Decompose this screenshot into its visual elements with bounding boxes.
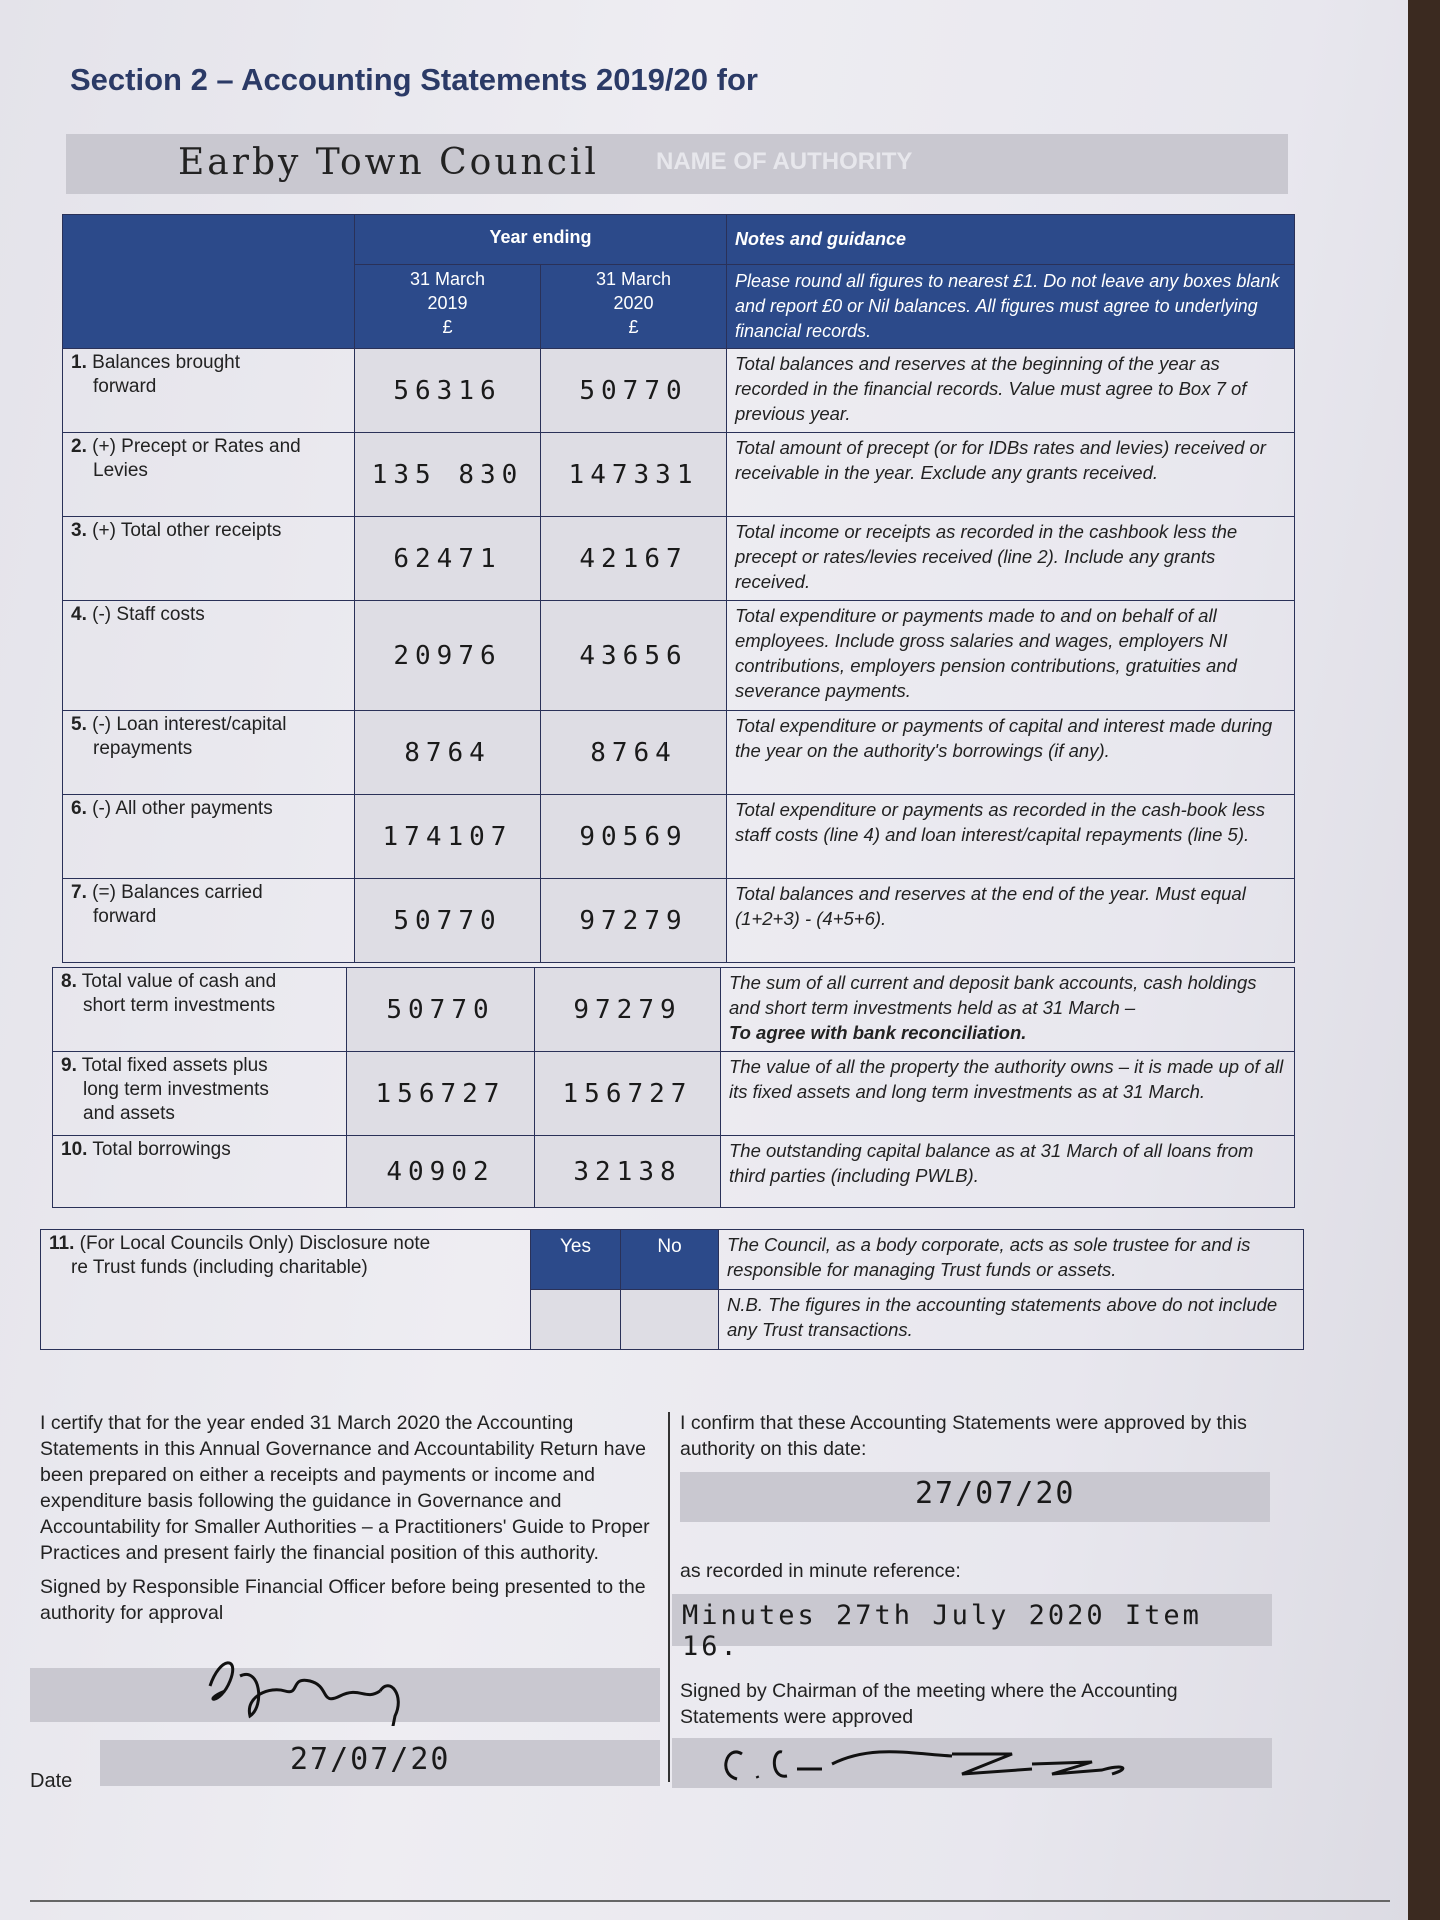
statement-row <box>63 601 1295 711</box>
row-label <box>63 879 355 963</box>
approval-date-field[interactable] <box>680 1472 1270 1522</box>
value-2019-text: 50770 <box>393 905 502 936</box>
row-note: Total expenditure or payments made to and on behalf of all employees. Include gross salaries and wages, employers NI contributions, employers pension contributions, gratuities and severance payments. <box>727 601 1295 711</box>
statement-row <box>53 1052 1295 1136</box>
value-2020-text: 156727 <box>562 1078 693 1109</box>
col-2020-line3: £ <box>628 317 639 337</box>
no-header: No <box>621 1230 719 1290</box>
rfo-signature <box>190 1646 440 1726</box>
rfo-date-field[interactable] <box>100 1740 660 1786</box>
trust-label-line1: (For Local Councils Only) Disclosure note <box>79 1233 431 1254</box>
trust-num: 11. <box>49 1233 75 1254</box>
rfo-certification <box>40 1410 660 1626</box>
notes-guidance-text: Please round all figures to nearest £1. Do not leave any boxes blank and report £0 or Nil balances. All figures must agree to underlying financial records. <box>727 265 1295 349</box>
value-2020[interactable] <box>535 1136 721 1208</box>
approval-confirmation <box>680 1410 1280 1462</box>
col-2019-line2: 2019 <box>427 293 468 313</box>
statement-row <box>63 879 1295 963</box>
value-2020-text: 42167 <box>579 543 688 574</box>
value-2019[interactable] <box>355 517 541 601</box>
value-2019-text: 174107 <box>382 821 513 852</box>
value-2020[interactable] <box>541 517 727 601</box>
row-number: 6. <box>71 798 87 819</box>
row-label-line1: (=) Balances carried <box>92 882 263 903</box>
year-ending-header: Year ending <box>355 215 727 265</box>
value-2020[interactable] <box>541 711 727 795</box>
row-note <box>721 968 1295 1052</box>
value-2019-text: 20976 <box>393 640 502 671</box>
authority-label: NAME OF AUTHORITY <box>656 148 913 175</box>
certify-text: I certify that for the year ended 31 March 2020 the Accounting Statements in this Annual Governance and Accountability Return have been prepared on either a receipts and payments or income and expenditure basis following the guidance in Governance and Accountability for Smaller Authorities – a Practitioners' Guide to Proper Practices and present fairly the financial position of this authority. <box>40 1412 650 1564</box>
row-label-line1: (+) Total other receipts <box>92 520 282 541</box>
value-2019[interactable] <box>347 1136 535 1208</box>
statement-row <box>63 795 1295 879</box>
col-2019-header <box>355 265 541 349</box>
row-note-bold: To agree with bank reconciliation. <box>729 1022 1027 1043</box>
row-label-line1: (-) All other payments <box>92 798 273 819</box>
col-2019-line1: 31 March <box>409 269 486 289</box>
row-number: 7. <box>71 882 87 903</box>
statement-row <box>63 517 1295 601</box>
no-checkbox[interactable] <box>621 1290 719 1350</box>
value-2019[interactable] <box>355 433 541 517</box>
row-label-line1: (+) Precept or Rates and <box>92 436 301 457</box>
row-number: 3. <box>71 520 87 541</box>
value-2019[interactable] <box>355 601 541 711</box>
accounting-statements-table <box>62 214 1295 963</box>
value-2020-text: 97279 <box>573 994 682 1025</box>
value-2019-text: 156727 <box>375 1078 506 1109</box>
value-2020-text: 8764 <box>590 737 677 768</box>
row-label-line1: Total borrowings <box>92 1139 231 1160</box>
row-label <box>63 795 355 879</box>
row-note: Total expenditure or payments as recorded in the cash-book less staff costs (line 4) and loan interest/capital repayments (line 5). <box>727 795 1295 879</box>
authority-name: Earby Town Council <box>178 142 599 183</box>
value-2019[interactable] <box>355 349 541 433</box>
value-2020[interactable] <box>541 433 727 517</box>
value-2019-text: 135 830 <box>371 459 524 490</box>
value-2020[interactable] <box>535 968 721 1052</box>
value-2019-text: 40902 <box>386 1156 495 1187</box>
col-2020-line1: 31 March <box>595 269 672 289</box>
value-2020-text: 97279 <box>579 905 688 936</box>
row-label-line1: (-) Staff costs <box>92 604 205 625</box>
row-number: 8. <box>61 971 77 992</box>
value-2020-text: 90569 <box>579 821 688 852</box>
value-2020-text: 50770 <box>579 375 688 406</box>
row-note-text: The outstanding capital balance as at 31 March of all loans from third parties (including PWLB). <box>729 1140 1254 1186</box>
row-label-line2: Levies <box>93 460 148 481</box>
value-2020-text: 43656 <box>579 640 688 671</box>
row-label-line2: long term investments <box>83 1079 269 1100</box>
rfo-signature-field[interactable] <box>30 1668 660 1722</box>
header-blank <box>63 215 355 349</box>
row-note: Total balances and reserves at the end of the year. Must equal (1+2+3) - (4+5+6). <box>727 879 1295 963</box>
minute-ref-field[interactable] <box>672 1594 1272 1662</box>
value-2019[interactable] <box>347 968 535 1052</box>
minute-ref-value: Minutes 27th July 2020 Item 16. <box>682 1600 1202 1662</box>
row-number: 2. <box>71 436 87 457</box>
value-2019-text: 50770 <box>386 994 495 1025</box>
footer-rule <box>30 1900 1390 1902</box>
assets-borrowings-table <box>52 967 1295 1208</box>
value-2019[interactable] <box>347 1052 535 1136</box>
trust-label-line2: re Trust funds (including charitable) <box>71 1257 368 1278</box>
col-2020-line2: 2020 <box>613 293 654 313</box>
date-label: Date <box>30 1770 73 1792</box>
row-label-line2: short term investments <box>83 995 276 1016</box>
row-label <box>53 968 347 1052</box>
row-label-line3: and assets <box>83 1103 175 1124</box>
confirm-text: I confirm that these Accounting Statements were approved by this authority on this date: <box>680 1412 1247 1460</box>
row-note <box>721 1052 1295 1136</box>
page-title: Section 2 – Accounting Statements 2019/20 for <box>70 62 758 97</box>
value-2020[interactable] <box>535 1052 721 1136</box>
yes-header: Yes <box>531 1230 621 1290</box>
row-label <box>63 517 355 601</box>
value-2019[interactable] <box>355 711 541 795</box>
row-label-line2: repayments <box>93 738 193 759</box>
value-2020[interactable] <box>541 795 727 879</box>
row-note: Total amount of precept (or for IDBs rates and levies) received or receivable in the year. Exclude any grants received. <box>727 433 1295 517</box>
statement-row <box>63 711 1295 795</box>
trust-note-1: The Council, as a body corporate, acts as sole trustee for and is responsible for managing Trust funds or assets. <box>719 1230 1304 1290</box>
row-label-line2: forward <box>93 376 157 397</box>
trust-funds-table <box>40 1229 1304 1350</box>
row-label-line2: forward <box>93 906 157 927</box>
chair-signed-label: Signed by Chairman of the meeting where the Accounting Statements were approved <box>680 1680 1178 1728</box>
rfo-date-value: 27/07/20 <box>290 1742 451 1777</box>
authority-name-field <box>66 134 1288 194</box>
chair-signature-field[interactable] <box>672 1738 1272 1788</box>
statement-row <box>53 968 1295 1052</box>
value-2019-text: 56316 <box>393 375 502 406</box>
statement-row <box>53 1136 1295 1208</box>
rfo-signed-label: Signed by Responsible Financial Officer before being presented to the authority for approval <box>40 1576 646 1624</box>
row-label-line1: Balances brought <box>92 352 241 373</box>
value-2020-text: 32138 <box>573 1156 682 1187</box>
row-label <box>53 1136 347 1208</box>
row-number: 4. <box>71 604 87 625</box>
value-2019[interactable] <box>355 795 541 879</box>
row-label-line1: (-) Loan interest/capital <box>92 714 287 735</box>
value-2020[interactable] <box>541 879 727 963</box>
row-note: Total balances and reserves at the beginning of the year as recorded in the financial records. Value must agree to Box 7 of previous year. <box>727 349 1295 433</box>
yes-checkbox[interactable] <box>531 1290 621 1350</box>
row-label <box>63 349 355 433</box>
value-2020[interactable] <box>541 601 727 711</box>
row-label <box>63 433 355 517</box>
row-label <box>53 1052 347 1136</box>
statement-row <box>63 349 1295 433</box>
col-2020-header <box>541 265 727 349</box>
row-note: Total expenditure or payments of capital and interest made during the year on the authority's borrowings (if any). <box>727 711 1295 795</box>
row-number: 5. <box>71 714 87 735</box>
row-note-text: The value of all the property the authority owns – it is made up of all its fixed assets and long term investments as at 31 March. <box>729 1056 1284 1102</box>
row-label <box>63 601 355 711</box>
chair-signature <box>712 1724 1172 1794</box>
col-2019-line3: £ <box>442 317 453 337</box>
value-2019-text: 8764 <box>404 737 491 768</box>
notes-header: Notes and guidance <box>727 215 1295 265</box>
row-number: 9. <box>61 1055 77 1076</box>
trust-label <box>41 1230 531 1350</box>
row-label <box>63 711 355 795</box>
statement-row <box>63 433 1295 517</box>
row-number: 1. <box>71 352 87 373</box>
row-label-line1: Total fixed assets plus <box>81 1055 268 1076</box>
minute-ref-label: as recorded in minute reference: <box>680 1560 961 1582</box>
value-2020[interactable] <box>541 349 727 433</box>
trust-note-2: N.B. The figures in the accounting statements above do not include any Trust transactions. <box>719 1290 1304 1350</box>
row-note-text: The sum of all current and deposit bank accounts, cash holdings and short term investments held as at 31 March – <box>729 972 1257 1018</box>
row-number: 10. <box>61 1139 88 1160</box>
value-2019[interactable] <box>355 879 541 963</box>
column-divider <box>668 1412 670 1782</box>
value-2019-text: 62471 <box>393 543 502 574</box>
row-note: Total income or receipts as recorded in the cashbook less the precept or rates/levies received (line 2). Include any grants received. <box>727 517 1295 601</box>
approval-date-value: 27/07/20 <box>915 1476 1076 1511</box>
value-2020-text: 147331 <box>568 459 699 490</box>
row-label-line1: Total value of cash and <box>81 971 277 992</box>
row-note <box>721 1136 1295 1208</box>
